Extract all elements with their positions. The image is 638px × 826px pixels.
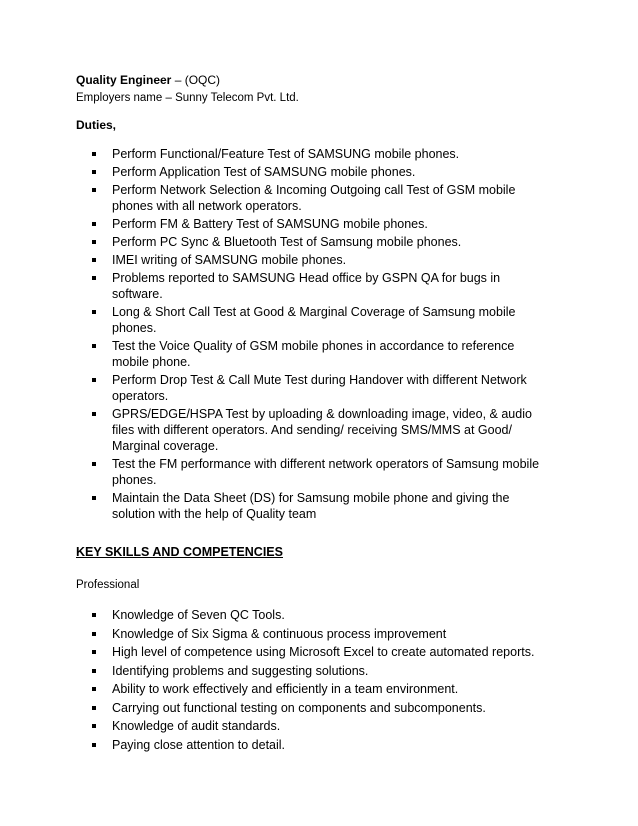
skill-item — [0, 700, 592, 716]
skill-text: High level of competence using Microsoft Excel to create automated reports. — [112, 645, 535, 659]
duty-item — [0, 456, 542, 488]
duties-list — [0, 146, 542, 524]
square-bullet-icon — [92, 743, 96, 747]
square-bullet-icon — [92, 378, 96, 382]
skill-item — [0, 644, 592, 660]
employer-name: Employers name – Sunny Telecom Pvt. Ltd. — [76, 92, 299, 104]
duty-item — [0, 372, 542, 404]
duty-text: Perform Drop Test & Call Mute Test during Handover with different Network operators. — [112, 373, 527, 403]
duty-text: Perform Application Test of SAMSUNG mobile phones. — [112, 165, 416, 179]
duty-item — [0, 182, 542, 214]
skill-text: Carrying out functional testing on components and subcomponents. — [112, 700, 486, 715]
square-bullet-icon — [92, 669, 96, 673]
square-bullet-icon — [92, 613, 96, 617]
square-bullet-icon — [92, 687, 96, 691]
duty-item — [0, 146, 542, 162]
duty-text: GPRS/EDGE/HSPA Test by uploading & downloading image, video, & audio files with different operators. And sending/ receiving SMS/MMS at Good/ Marginal coverage. — [112, 407, 532, 453]
skill-item — [0, 626, 592, 642]
duty-item — [0, 406, 542, 454]
duty-item — [0, 164, 542, 180]
square-bullet-icon — [92, 170, 96, 174]
square-bullet-icon — [92, 188, 96, 192]
duty-text: Perform Network Selection & Incoming Outgoing call Test of GSM mobile phones with all network operators. — [112, 183, 516, 213]
duty-item — [0, 304, 542, 336]
duty-item — [0, 338, 542, 370]
square-bullet-icon — [92, 650, 96, 654]
job-role-suffix: – (OQC) — [171, 73, 221, 87]
professional-subheading: Professional — [76, 579, 140, 591]
square-bullet-icon — [92, 344, 96, 348]
duty-item — [0, 490, 542, 522]
square-bullet-icon — [92, 462, 96, 466]
square-bullet-icon — [92, 276, 96, 280]
square-bullet-icon — [92, 310, 96, 314]
duty-item — [0, 252, 542, 268]
skills-heading: KEY SKILLS AND COMPETENCIES — [76, 545, 283, 559]
duty-text: Long & Short Call Test at Good & Marginal Coverage of Samsung mobile phones. — [112, 305, 516, 335]
duty-text: Perform FM & Battery Test of SAMSUNG mobile phones. — [112, 217, 428, 231]
duty-item — [0, 216, 542, 232]
square-bullet-icon — [92, 152, 96, 156]
skill-text: Knowledge of audit standards. — [112, 719, 281, 733]
duty-text: Test the FM performance with different network operators of Samsung mobile phones. — [112, 457, 540, 487]
skill-text: Knowledge of Seven QC Tools. — [112, 608, 285, 622]
square-bullet-icon — [92, 496, 96, 500]
skill-item — [0, 737, 592, 753]
square-bullet-icon — [92, 412, 96, 416]
skill-text: Identifying problems and suggesting solutions. — [112, 663, 369, 678]
square-bullet-icon — [92, 222, 96, 226]
duty-text: Perform PC Sync & Bluetooth Test of Samsung mobile phones. — [112, 235, 462, 249]
square-bullet-icon — [92, 632, 96, 636]
duty-item — [0, 234, 542, 250]
duty-item — [0, 270, 542, 302]
duty-text: Problems reported to SAMSUNG Head office by GSPN QA for bugs in software. — [112, 271, 501, 301]
square-bullet-icon — [92, 258, 96, 262]
job-title-line — [76, 72, 220, 88]
skill-text: Paying close attention to detail. — [112, 737, 286, 752]
duty-text: IMEI writing of SAMSUNG mobile phones. — [112, 253, 347, 267]
duty-text: Perform Functional/Feature Test of SAMSUNG mobile phones. — [112, 147, 460, 161]
skills-list — [0, 607, 592, 755]
duty-text: Test the Voice Quality of GSM mobile phones in accordance to reference mobile phone. — [112, 339, 515, 369]
duties-heading: Duties, — [76, 118, 117, 132]
square-bullet-icon — [92, 724, 96, 728]
square-bullet-icon — [92, 706, 96, 710]
skill-text: Ability to work effectively and efficiently in a team environment. — [112, 682, 459, 696]
skill-item — [0, 663, 592, 679]
square-bullet-icon — [92, 240, 96, 244]
skill-item — [0, 718, 592, 734]
duty-text: Maintain the Data Sheet (DS) for Samsung mobile phone and giving the solution with the help of Quality team — [112, 491, 510, 521]
job-role: Quality Engineer — [76, 73, 172, 87]
skill-item — [0, 681, 592, 697]
skill-text: Knowledge of Six Sigma & continuous process improvement — [112, 626, 447, 641]
skill-item — [0, 607, 592, 623]
